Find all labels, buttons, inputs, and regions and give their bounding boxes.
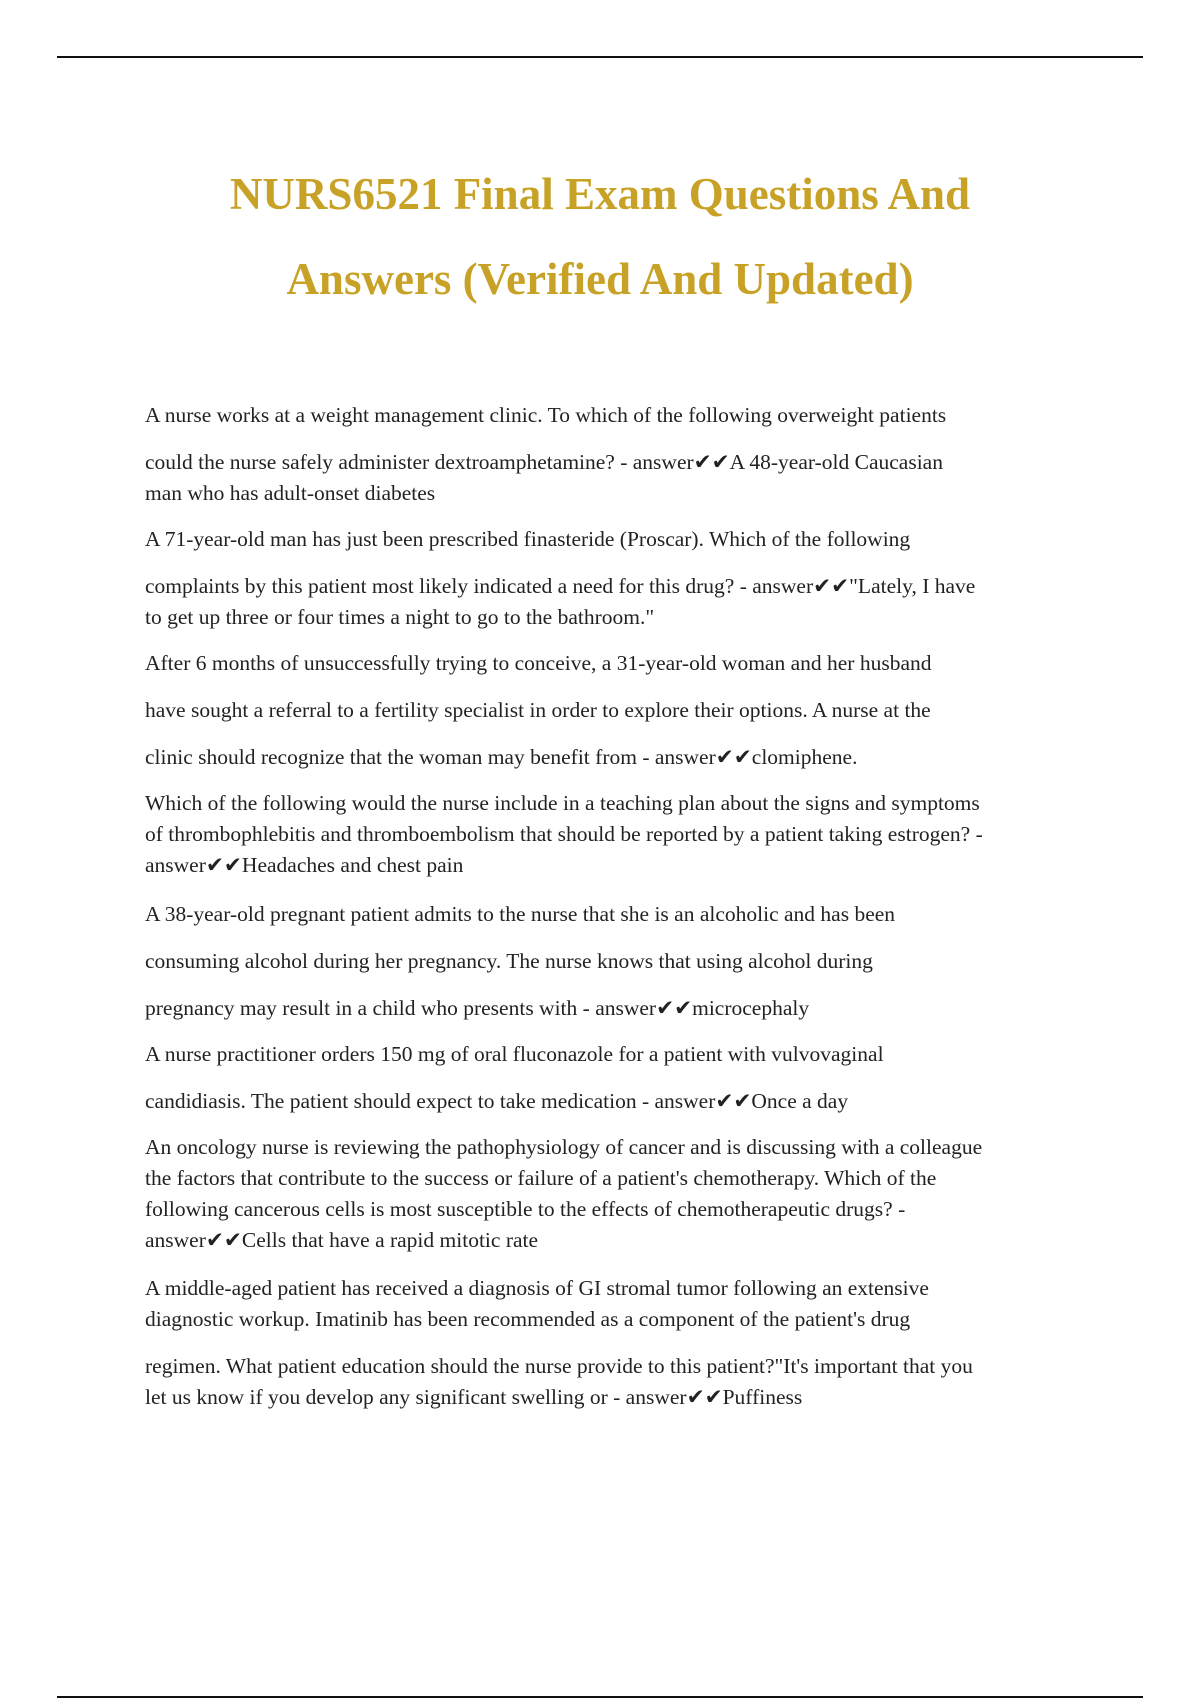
document-title — [100, 152, 1100, 322]
title-line-2: Answers (Verified And Updated) — [286, 254, 914, 304]
qa-item-5 — [145, 899, 1095, 1024]
qa-line: have sought a referral to a fertility specialist in order to explore their options. A nurse at the — [145, 698, 931, 722]
qa-line: clinic should recognize that the woman may benefit from - answer✔✔clomiphene. — [145, 745, 858, 769]
qa-line: Which of the following would the nurse include in a teaching plan about the signs and symptoms — [145, 791, 980, 815]
qa-line: the factors that contribute to the success or failure of a patient's chemotherapy. Which of the — [145, 1166, 937, 1190]
bottom-divider — [57, 1696, 1143, 1698]
qa-line: let us know if you develop any significant swelling or - answer✔✔Puffiness — [145, 1385, 803, 1409]
qa-line: diagnostic workup. Imatinib has been recommended as a component of the patient's drug — [145, 1307, 911, 1331]
qa-list — [145, 400, 1095, 1413]
qa-line: answer✔✔Cells that have a rapid mitotic rate — [145, 1228, 539, 1252]
qa-line: to get up three or four times a night to go to the bathroom." — [145, 605, 655, 629]
qa-line: pregnancy may result in a child who presents with - answer✔✔microcephaly — [145, 996, 810, 1020]
qa-item-4 — [145, 788, 1095, 881]
qa-line: An oncology nurse is reviewing the pathophysiology of cancer and is discussing with a colleague — [145, 1135, 983, 1159]
qa-line: regimen. What patient education should the nurse provide to this patient?"It's important that you — [145, 1354, 973, 1378]
qa-line: following cancerous cells is most susceptible to the effects of chemotherapeutic drugs? - — [145, 1197, 906, 1221]
qa-line: complaints by this patient most likely indicated a need for this drug? - answer✔✔"Lately, I have — [145, 574, 976, 598]
qa-line: answer✔✔Headaches and chest pain — [145, 853, 464, 877]
qa-line: A nurse works at a weight management clinic. To which of the following overweight patients — [145, 403, 947, 427]
qa-item-3 — [145, 648, 1095, 773]
top-divider — [57, 56, 1143, 58]
qa-line: A middle-aged patient has received a diagnosis of GI stromal tumor following an extensive — [145, 1276, 929, 1300]
qa-line: could the nurse safely administer dextroamphetamine? - answer✔✔A 48-year-old Caucasian — [145, 450, 943, 474]
qa-line: of thrombophlebitis and thromboembolism that should be reported by a patient taking estrogen? - — [145, 822, 983, 846]
qa-line: candidiasis. The patient should expect to take medication - answer✔✔Once a day — [145, 1089, 849, 1113]
qa-line: man who has adult-onset diabetes — [145, 481, 436, 505]
qa-line: consuming alcohol during her pregnancy. The nurse knows that using alcohol during — [145, 949, 873, 973]
qa-item-8 — [145, 1273, 1095, 1413]
qa-line: A nurse practitioner orders 150 mg of oral fluconazole for a patient with vulvovaginal — [145, 1042, 884, 1066]
title-line-1: NURS6521 Final Exam Questions And — [229, 169, 971, 219]
qa-line: A 38-year-old pregnant patient admits to the nurse that she is an alcoholic and has been — [145, 902, 896, 926]
qa-line: A 71-year-old man has just been prescribed finasteride (Proscar). Which of the following — [145, 527, 911, 551]
qa-item-2 — [145, 524, 1095, 633]
qa-line: After 6 months of unsuccessfully trying to conceive, a 31-year-old woman and her husband — [145, 651, 932, 675]
qa-item-6 — [145, 1039, 1095, 1117]
qa-item-7 — [145, 1132, 1095, 1256]
qa-item-1 — [145, 400, 1095, 509]
